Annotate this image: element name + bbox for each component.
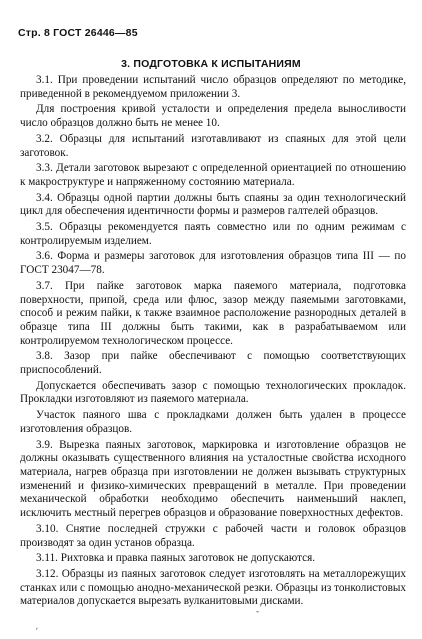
paragraph-3-1-continued: Для построения кривой усталости и определения предела выносливости число образцов должно быть не менее 10.	[20, 103, 406, 130]
paragraph-3-7: 3.7. При пайке заготовок марка паяемого материала, подготовка поверхности, припой, среда или флюс, зазор между паяемыми заготовками, способ и режим пайки, к также взаимное расположение разнородных деталей в образце типа III должны быть такими, как в разрабатываемом или контролируемом технологическом процессе.	[20, 279, 406, 347]
document-body	[20, 74, 406, 610]
paragraph-3-1: 3.1. При проведении испытаний число образцов определяют по методике, приведенной в рекомендуемом приложении 3.	[20, 74, 406, 100]
paragraph-3-5: 3.5. Образцы рекомендуется паять совместно или по одним режимам с контролируемым изделием.	[20, 221, 406, 247]
scan-speck: -	[256, 606, 259, 616]
running-head: Стр. 8 ГОСТ 26446—85	[18, 27, 138, 39]
paragraph-3-3: 3.3. Детали заготовок вырезают с определенной ориентацией по отношению к макроструктуре и напряженному состоянию материала.	[20, 162, 406, 188]
paragraph-3-8-gasket: Допускается обеспечивать зазор с помощью технологических прокладок. Прокладки изготовляют из паяемого материала.	[20, 379, 406, 406]
paragraph-3-12: 3.12. Образцы из паяных заготовок следует изготовлять на металлорежущих станках или с помощью анодно-механической резки. Образцы из тонколистовых материалов допускается вырезать вулканитовыми дисками.	[20, 567, 406, 608]
paragraph-3-4: 3.4. Образцы одной партии должны быть спаяны за один технологический цикл для обеспечения идентичности формы и размеров галтелей образцов.	[20, 191, 406, 218]
scan-speck: ʹ	[36, 626, 38, 636]
paragraph-3-9: 3.9. Вырезка паяных заготовок, маркировка и изготовление образцов не должны оказывать существенного влияния на усталостные свойства исходного материала, нагрев образца при изготовлении не должен вызывать структурных изменений и физико-химических превращений в металле. При проведении механической обработки необходимо обеспечить наименьший наклеп, исключить местный перегрев образцов и образование поверхностных дефектов.	[20, 438, 406, 520]
section-title: 3. ПОДГОТОВКА К ИСПЫТАНИЯМ	[121, 58, 301, 70]
paragraph-3-2: 3.2. Образцы для испытаний изготавливают из спаяных для этой цели заготовок.	[20, 132, 406, 159]
paragraph-3-6: 3.6. Форма и размеры заготовок для изготовления образцов типа III — по ГОСТ 23047—78.	[20, 250, 406, 277]
paragraph-3-8-seam: Участок паяного шва с прокладками должен быть удален в процессе изготовления образцов.	[20, 409, 406, 435]
paragraph-3-11: 3.11. Рихтовка и правка паяных заготовок не допускаются.	[36, 552, 316, 565]
paragraph-3-10: 3.10. Снятие последней стружки с рабочей части и головок образцов производят за один установ образца.	[20, 522, 406, 549]
paragraph-3-8: 3.8. Зазор при пайке обеспечивают с помощью соответствующих приспособлений.	[20, 350, 406, 377]
